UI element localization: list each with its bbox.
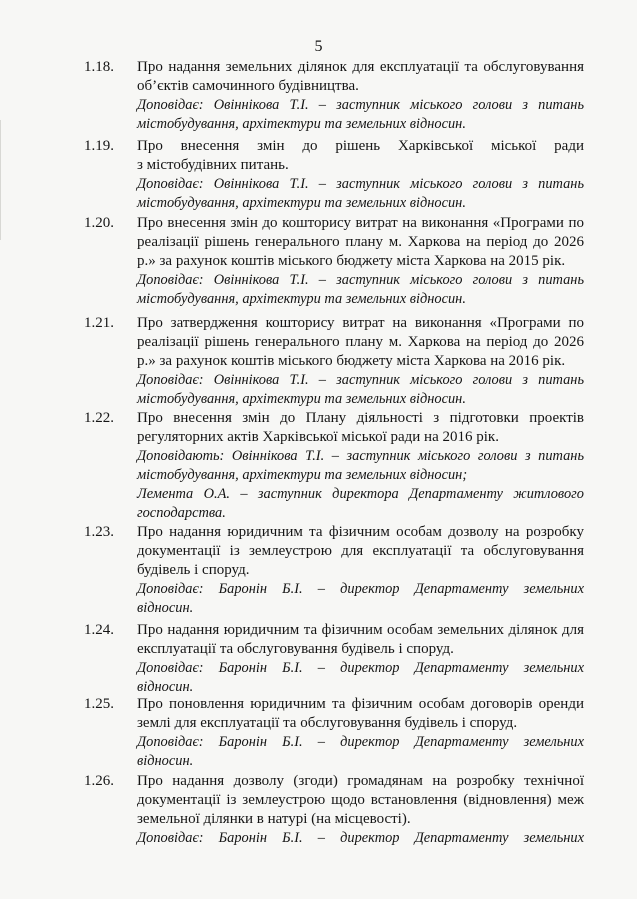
item-speaker-line: містобудування, архітектури та земельних відносин. — [137, 195, 466, 211]
item-speaker-line: Доповідає: Баронін Б.І. – директор Департаменту земельних — [137, 660, 584, 676]
item-speaker-line: відносин. — [137, 753, 194, 769]
item-title-line: документації із землеустрою для експлуатації та обслуговування — [137, 543, 584, 559]
item-title-line: Про надання юридичним та фізичним особам земельних ділянок для — [137, 622, 584, 638]
item-body — [137, 772, 584, 848]
item-title-line: Про внесення змін до рішень Харківської міської ради — [137, 138, 584, 154]
item-title-line: Про внесення змін до кошторису витрат на виконання «Програми по — [137, 215, 584, 231]
item-title-line: документації із землеустрою щодо встановлення (відновлення) меж — [137, 792, 584, 808]
item-speaker-line: Доповідає: Баронін Б.І. – директор Департаменту земельних — [137, 581, 584, 597]
item-speaker-line: господарства. — [137, 505, 226, 521]
item-body — [137, 314, 584, 409]
item-speaker-line: відносин. — [137, 679, 194, 695]
item-title-line: регуляторних актів Харківської міської ради на 2016 рік. — [137, 429, 499, 445]
item-body — [137, 214, 584, 309]
item-speaker-line: Доповідає: Баронін Б.І. – директор Департаменту земельних — [137, 830, 584, 846]
item-speaker-line: містобудування, архітектури та земельних відносин. — [137, 291, 466, 307]
page-number: 5 — [314, 38, 323, 55]
item-speaker-line: містобудування, архітектури та земельних відносин. — [137, 116, 466, 132]
item-body — [137, 137, 584, 213]
item-speaker-line: містобудування, архітектури та земельних відносин. — [137, 391, 466, 407]
item-title-line: Про надання юридичним та фізичним особам дозволу на розробку — [137, 524, 584, 540]
item-title-line: будівель і споруд. — [137, 562, 250, 578]
item-speaker-line: Доповідає: Овіннікова Т.І. – заступник міського голови з питань — [137, 97, 584, 113]
item-title-line: землі для експлуатації та обслуговування будівель і споруд. — [137, 715, 518, 731]
item-title-line: Про затвердження кошторису витрат на виконання «Програми по — [137, 315, 584, 331]
item-body — [137, 58, 584, 134]
item-speaker-line: Лемента О.А. – заступник директора Департаменту житлового — [137, 486, 584, 502]
item-body — [137, 621, 584, 697]
item-title-line: з містобудівних питань. — [137, 157, 289, 173]
item-title-line: Про надання земельних ділянок для експлуатації та обслуговування — [137, 59, 584, 75]
item-title-line: р.» за рахунок коштів міського бюджету міста Харкова на 2016 рік. — [137, 353, 566, 369]
item-number: 1.22. — [84, 410, 114, 426]
item-number: 1.26. — [84, 773, 114, 789]
item-title-line: реалізації рішень генерального плану м. Харкова на період до 2026 — [137, 234, 584, 250]
item-speaker-line: Доповідає: Овіннікова Т.І. – заступник міського голови з питань — [137, 176, 584, 192]
item-number: 1.18. — [84, 59, 114, 75]
item-title-line: р.» за рахунок коштів міського бюджету міста Харкова на 2015 рік. — [137, 253, 566, 269]
item-number: 1.23. — [84, 524, 114, 540]
item-speaker-line: відносин. — [137, 600, 194, 616]
scan-edge-mark — [0, 120, 1, 240]
item-number: 1.20. — [84, 215, 114, 231]
item-title-line: реалізації рішень генерального плану м. Харкова на період до 2026 — [137, 334, 584, 350]
item-speaker-line: Доповідає: Баронін Б.І. – директор Департаменту земельних — [137, 734, 584, 750]
item-body — [137, 695, 584, 771]
item-title-line: об’єктів самочинного будівництва. — [137, 78, 359, 94]
item-speaker-line: Доповідає: Овіннікова Т.І. – заступник міського голови з питань — [137, 272, 584, 288]
item-body — [137, 523, 584, 618]
item-body — [137, 409, 584, 523]
item-number: 1.24. — [84, 622, 114, 638]
item-title-line: Про поновлення юридичним та фізичним особам договорів оренди — [137, 696, 584, 712]
item-number: 1.21. — [84, 315, 114, 331]
item-speaker-line: Доповідають: Овіннікова Т.І. – заступник міського голови з питань — [137, 448, 584, 464]
item-number: 1.25. — [84, 696, 114, 712]
item-title-line: Про надання дозволу (згоди) громадянам на розробку технічної — [137, 773, 584, 789]
item-speaker-line: Доповідає: Овіннікова Т.І. – заступник міського голови з питань — [137, 372, 584, 388]
item-title-line: Про внесення змін до Плану діяльності з підготовки проектів — [137, 410, 584, 426]
item-number: 1.19. — [84, 138, 114, 154]
item-title-line: земельної ділянки в натурі (на місцевості). — [137, 811, 411, 827]
item-title-line: експлуатації та обслуговування будівель і споруд. — [137, 641, 454, 657]
item-speaker-line: містобудування, архітектури та земельних відносин; — [137, 467, 468, 483]
